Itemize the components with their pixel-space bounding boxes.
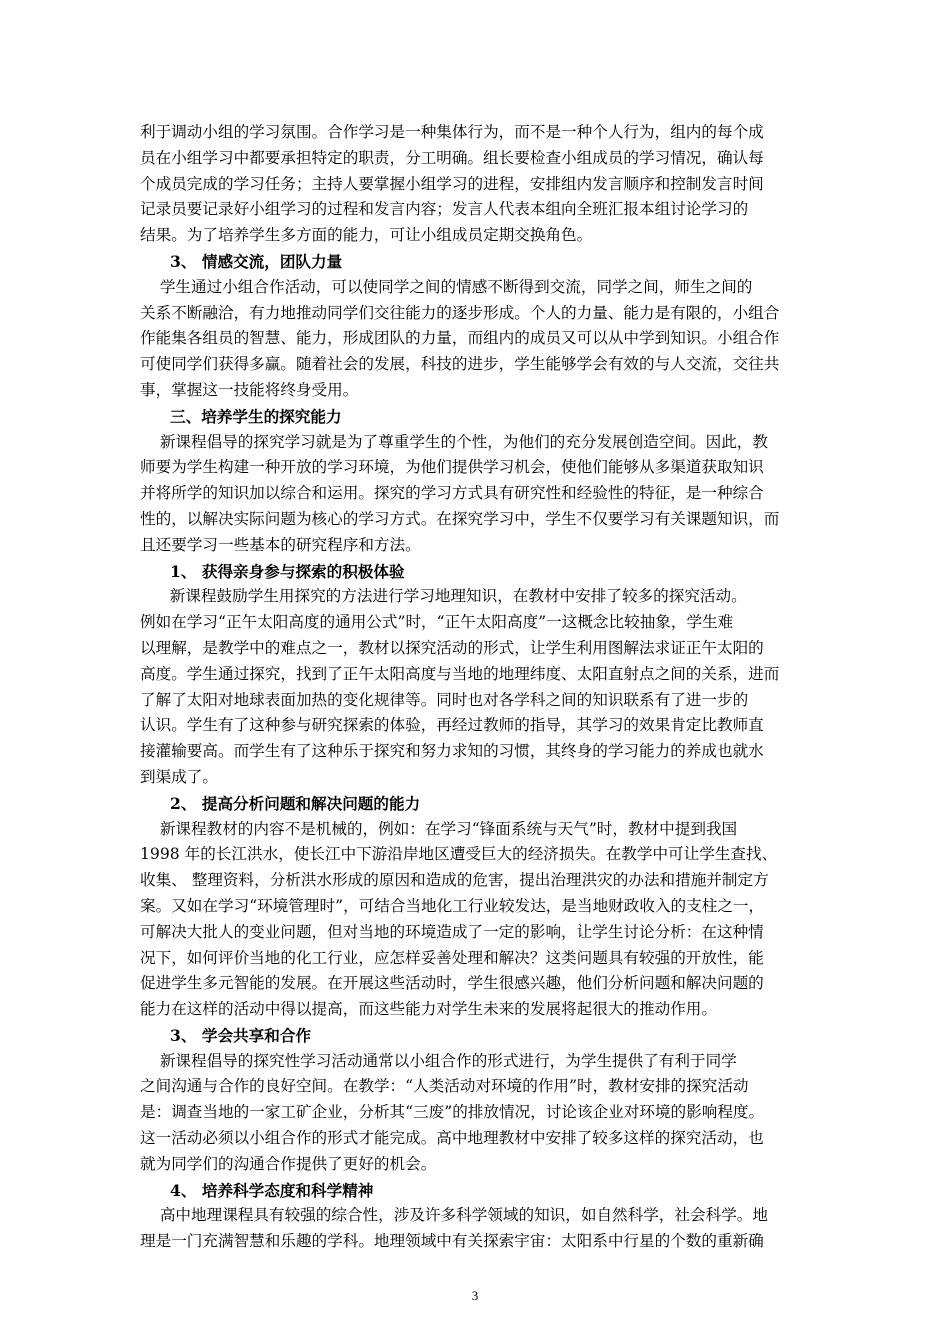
text-line: 性的，以解决实际问题为核心的学习方式。在探究学习中，学生不仅要学习有关课题知识，而 [140, 509, 780, 528]
text-line: 之间沟通与合作的良好空间。在教学：“人类活动对环境的作用”时，教材安排的探究活动 [140, 1077, 749, 1096]
text-line: 到渠成了。 [140, 767, 218, 786]
body-paragraph [140, 817, 810, 1023]
body-paragraph [140, 584, 810, 790]
text-line: 接灌输要高。而学生有了这种乐于探究和努力求知的习惯，其终身的学习能力的养成也就水 [140, 742, 764, 761]
text-line: 高中地理课程具有较强的综合性，涉及许多科学领域的知识，如自然科学，社会科学。地 [140, 1206, 768, 1225]
text-line: 员在小组学习中都要承担特定的职责，分工明确。组长要检查小组成员的学习情况，确认每 [140, 148, 764, 167]
text-line: 利于调动小组的学习氛围。合作学习是一种集体行为，而不是一种个人行为，组内的每个成 [140, 123, 764, 141]
text-line: 理是一门充满智慧和乐趣的学科。地理领域中有关探索宇宙：太阳系中行星的个数的重新确 [140, 1232, 764, 1251]
text-line: 案。又如在学习“环境管理时”，可结合当地化工行业较发达，是当地财政收入的支柱之一， [140, 896, 765, 915]
text-line: 促进学生多元智能的发展。在开展这些活动时，学生很感兴趣，他们分析问题和解决问题的 [140, 974, 764, 993]
text-line: 关系不断融洽，有力地推动同学们交往能力的逐步形成。个人的力量、能力是有限的，小组合 [140, 303, 780, 322]
text-line: 师要为学生构建一种开放的学习环境，为他们提供学习机会，使他们能够从多渠道获取知识 [140, 458, 764, 477]
body-paragraph [140, 120, 810, 249]
text-line: 了解了太阳对地球表面加热的变化规律等。同时也对各学科之间的知识联系有了进一步的 [140, 690, 749, 709]
text-line: 且还要学习一些基本的研究程序和方法。 [140, 535, 421, 554]
text-line: 事，掌握这一技能将终身受用。 [140, 380, 359, 399]
text-line: 结果。为了培养学生多方面的能力，可让小组成员定期交换角色。 [140, 226, 593, 245]
text-line: 可使同学们获得多赢。随着社会的发展，科技的进步，学生能够学会有效的与人交流，交往共 [140, 355, 780, 374]
section-heading: 3、 情感交流，团队力量 [170, 251, 343, 271]
body-paragraph [140, 430, 810, 559]
text-line: 就为同学们的沟通合作提供了更好的机会。 [140, 1154, 437, 1173]
page-number: 3 [471, 1288, 479, 1303]
document-body [140, 120, 810, 1255]
section-heading: 2、 提高分析问题和解决问题的能力 [170, 793, 421, 813]
section-heading: 1、 获得亲身参与探索的积极体验 [170, 561, 405, 581]
text-line: 学生通过小组合作活动，可以使同学之间的情感不断得到交流，同学之间，师生之间的 [140, 277, 753, 296]
text-line: 这一活动必须以小组合作的形式才能完成。高中地理教材中安排了较多这样的探究活动，也 [140, 1129, 764, 1148]
text-line: 新课程鼓励学生用探究的方法进行学习地理知识，在教材中安排了较多的探究活动。 [140, 587, 747, 606]
section-heading: 3、 学会共享和合作 [170, 1025, 312, 1045]
text-line: 新课程教材的内容不是机械的，例如：在学习“锋面系统与天气”时，教材中提到我国 [140, 819, 738, 838]
text-line: 新课程倡导的探究学习就是为了尊重学生的个性，为他们的充分发展创造空间。因此，教 [140, 432, 768, 451]
section-heading: 三、培养学生的探究能力 [170, 406, 342, 426]
text-line: 新课程倡导的探究性学习活动通常以小组合作的形式进行，为学生提供了有利于同学 [140, 1051, 737, 1070]
text-line: 能力在这样的活动中得以提高，而这些能力对学生未来的发展将起很大的推动作用。 [140, 1000, 717, 1019]
text-line: 并将所学的知识加以综合和运用。探究的学习方式具有研究性和经验性的特征，是一种综合 [140, 484, 764, 503]
body-paragraph [140, 1049, 810, 1178]
body-paragraph [140, 1203, 810, 1255]
text-line: 高度。学生通过探究，找到了正午太阳高度与当地的地理纬度、太阳直射点之间的关系，进而 [140, 664, 780, 683]
text-line: 记录员要记录好小组学习的过程和发言内容；发言人代表本组向全班汇报本组讨论学习的 [140, 200, 749, 219]
text-line: 认识。学生有了这种参与研究探索的体验，再经过教师的指导，其学习的效果肯定比教师直 [140, 716, 764, 735]
text-line: 可解决大批人的变业问题，但对当地的环境造成了一定的影响，让学生讨论分析：在这种情 [140, 922, 764, 941]
text-line: 是：调查当地的一家工矿企业，分析其“三废”的排放情况，讨论该企业对环境的影响程度。 [140, 1103, 765, 1122]
text-line: 个成员完成的学习任务；主持人要掌握小组学习的进程，安排组内发言顺序和控制发言时间 [140, 174, 764, 193]
text-line: 1998 年的长江洪水，使长江中下游沿岸地区遭受巨大的经济损失。在教学中可让学生查找、 [140, 845, 778, 864]
text-line: 况下，如何评价当地的化工行业，应怎样妥善处理和解决？这类问题具有较强的开放性，能 [140, 948, 764, 967]
text-line: 收集、 整理资料，分析洪水形成的原因和造成的危害，提出治理洪灾的办法和措施并制定方 [140, 871, 769, 890]
text-line: 作能集各组员的智慧、能力，形成团队的力量，而组内的成员又可以从中学到知识。小组合作 [140, 329, 780, 348]
body-paragraph [140, 275, 810, 404]
text-line: 以理解，是教学中的难点之一，教材以探究活动的形式，让学生利用图解法求证正午太阳的 [140, 638, 764, 657]
text-line: 例如在学习“正午太阳高度的通用公式”时，“正午太阳高度”一这概念比较抽象，学生难 [140, 613, 734, 632]
section-heading: 4、 培养科学态度和科学精神 [170, 1180, 374, 1200]
